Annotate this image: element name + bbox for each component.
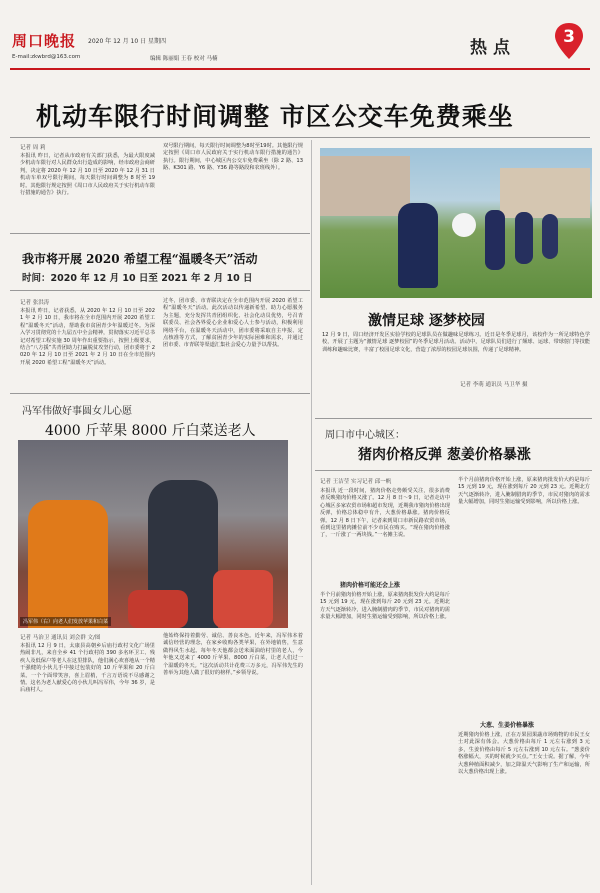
page-number-badge — [554, 22, 584, 60]
column-divider — [311, 140, 312, 885]
school-building — [320, 156, 410, 216]
apple-headline: 4000 斤苹果 8000 斤白菜送老人 — [45, 423, 256, 439]
page-number: 3 — [563, 27, 575, 47]
pork-body-col1: 本报讯 近一段时间，猪肉价格走势颇受关注，很多消费者反映猪肉价格又涨了。12 月 8 日～9 日，记者走访中心城区多家农贸市场和超市发现，近期我市猪肉价格出现反弹，价格总体稳中有升，大葱价格暴涨。猪肉价格反弹。12 月 8 日下午，记者来到周口市新民路农贸市场，看到这里猪肉摊位前不少市民在购买。“现在猪肉价格涨了，一斤涨了一两块钱。”一名摊主说。 — [320, 488, 450, 539]
apple-bag — [128, 590, 188, 628]
pork-divider-2 — [315, 470, 592, 471]
player-figure-4 — [542, 214, 558, 259]
lead-byline: 记者 周 莉 — [20, 145, 46, 151]
winter-byline: 记者 张洪涛 — [20, 300, 50, 306]
football-headline: 激情足球 逐梦校园 — [368, 313, 485, 329]
pork-body-col2: 半个月前猪肉价格开始上涨，原来猪肉批发价大约是每斤 15 元到 19 元，现在涨到每斤 20 元到 23 元。近期北方天气逐渐转冷，进入腌制腊肉的季节，市民对猪肉的需求量大幅增加，同时生猪运输受到影响，所以价格上涨。 — [458, 477, 590, 506]
apple-kicker: 冯军伟做好事圆女儿心愿 — [22, 406, 132, 417]
pork-kicker: 周口市中心城区： — [325, 430, 405, 441]
football-photo — [320, 148, 592, 298]
newspaper-logo: 周口晚报 — [12, 32, 77, 50]
winter-time: 时间：2020 年 12 月 10 日至 2021 年 2 月 10 日 — [22, 273, 253, 284]
apple-photo-caption: 冯军伟（右）向老人们发放苹果和白菜 — [20, 617, 111, 626]
issue-date: 2020 年 12 月 10 日 星期四 — [88, 38, 166, 45]
apple-body-col2: 他始终保持着勤劳、诚信、善良本色。近年来，冯军伟本着诚信经营的理念，在家乡收购各类苹果，在外地销售，生意做得风生水起。每年冬天他都会送米面油给村里的老人，今年他又送来了 4000 斤苹果、8000 斤白菜，让老人们过一个温暖的冬天。“这次活动共计花费三万多元，冯军伟先生的善举为其他人做了很好的榜样。”乡领导说。 — [163, 633, 303, 677]
pork-subhead-2: 大葱、生姜价格暴涨 — [480, 722, 535, 729]
apple-divider — [10, 393, 310, 394]
football-byline: 记者 李萌 通讯员 马卫华 摄 — [460, 382, 528, 388]
masthead-editor: 编辑 陈丽娟 王春 校对 马楠 — [150, 56, 218, 62]
school-building-2 — [500, 168, 590, 218]
player-figure-2 — [485, 210, 505, 270]
masthead-email: E-mail:zkwbrd@163.com — [12, 54, 81, 60]
winter-divider — [10, 233, 310, 234]
player-figure-3 — [515, 212, 533, 264]
winter-divider-2 — [10, 290, 310, 291]
winter-headline: 我市将开展 2020 希望工程“温暖冬天”活动 — [22, 252, 258, 266]
masthead-divider — [10, 68, 590, 70]
lead-body-col2: 双号限行期间，每天限行时间调整为8时至19时。其他限行规定按照《周口市人民政府关于实行机动车限行措施的通告》执行。限行期间，中心城区内公交车免费乘坐（除 2 路、13 路、K301 路、Y6 路、Y36 路等路段和农班线外）。 — [163, 143, 303, 172]
football-ball — [452, 213, 476, 237]
section-title: 热点 — [470, 38, 516, 58]
pork-body-col1b: 半个月前猪肉价格开始上涨，原来猪肉批发价大约是每斤 15 元到 19 元，现在涨到每斤 20 元到 23 元。近期北方天气逐渐转冷，进入腌制腊肉的季节，市民对猪肉的需求量大幅增加，同时生猪运输受到影响，所以价格上涨。 — [320, 592, 450, 621]
pork-subhead-1: 猪肉价格可能还会上涨 — [340, 582, 401, 589]
pork-headline: 猪肉价格反弹 葱姜价格暴涨 — [358, 447, 531, 463]
pork-divider — [315, 418, 592, 419]
football-body: 12 月 9 日，周口经济开发区实验学校的足球队员在做趣味足球练习。近日是冬季足球月，该校作为一所足球特色学校，开展了主题为“激情足球 逐梦校园”的冬季足球月活动。活动中，足球队员们进行了颠球、运球、带球射门等技能训练和趣味比赛，丰富了校园足球文化，营造了浓厚的校园足球氛围，传递了足球精神。 — [322, 332, 590, 353]
lead-headline: 机动车限行时间调整 市区公交车免费乘坐 — [36, 102, 514, 131]
apple-bag-2 — [213, 570, 273, 628]
lead-divider — [10, 137, 590, 138]
winter-body-col1: 本报讯 昨日，记者获悉，从 2020 年 12 月 10 日至 2021 年 2 月 10 日，我市将在全市范围内开展 2020 希望工程“温暖冬天”活动，帮助我市贫困青少年温暖过冬。为深入学习贯彻党的十九届五中全会精神，贯彻落实习近平总书记对希望工程实施 30 周年作出重要指示，按照上级要求，结合“八方援”共青团助力打赢脱贫攻坚行动，团市委将于 2020 年 12 月 10 日至 2021 年 2 月 10 日在全市范围内开展 2020 希望工程“温暖冬天”活动。 — [20, 308, 155, 366]
winter-body-col2: 过冬，团市委、市青联决定在全市范围内开展 2020 希望工程“温暖冬天”活动。此次活动以传递新希望、助力心愿服务为主题，充分发挥共青团组织化、社会化动员优势，号召青联委员、社会各界爱心企业和爱心人士参与活动，积极利用网络平台，在温暖冬天活动中，团市委将采取自主申报、定点核准等方式，了解贫困青少年的实际困难和需求，并通过团市委、市青联等渠道汇集社会爱心力量予以帮扶。 — [163, 298, 303, 349]
player-figure — [398, 203, 438, 288]
apple-photo — [18, 440, 288, 628]
pork-byline: 记者 王洁莹 实习记者 邱一帆 — [320, 479, 392, 485]
lead-body-col1: 本报讯 昨日，记者从市政府有关部门获悉，为最大限度减少机动车限行对人民群众出行造成的影响，经市政府会商研判，决定将 2020 年 12 月 10 日至 2020 年 12 月 31 日机动车单双号限行期间，每天限行时间调整为 8 时至 19 时。其他限行规定按照《周口市人民政府关于实行机动车限行措施的通告》执行。 — [20, 153, 155, 197]
apple-body-col1: 本报讯 12 月 9 日，太康县高朝乡后庙行政村文化广场里热闹非凡，来自全乡 41 个行政村的 390 多名环卫工、残疾人及低保户等老人在这里排队，他们满心欢喜地从一个精干强健的小伙儿手中接过包装好的 10 斤苹果和 20 斤白菜。一个个面带笑容，喜上眉梢，千言万语说不尽感谢之情。这名为老人献爱心的小伙儿叫冯军伟，今年 36 岁，是后庙村人。 — [20, 643, 155, 694]
pork-body-col3: 近期猪肉价格上涨，正在万果园果蔬市场购物的市民王女士对此深有体会。大葱价格由每斤 1 元左右涨到 3 元多，生姜价格由每斤 5 元左右涨到 10 元左右。“葱姜价格涨幅大，买的时候就少买点。”王女士说。据了解，今年大葱种植面积减少，加之降温天气影响了生产和运输，所以大葱价格出现上涨。 — [458, 732, 590, 776]
apple-byline: 记者 马治卫 通讯员 刘会群 文/图 — [20, 635, 101, 641]
worker-vest-figure — [28, 500, 108, 628]
